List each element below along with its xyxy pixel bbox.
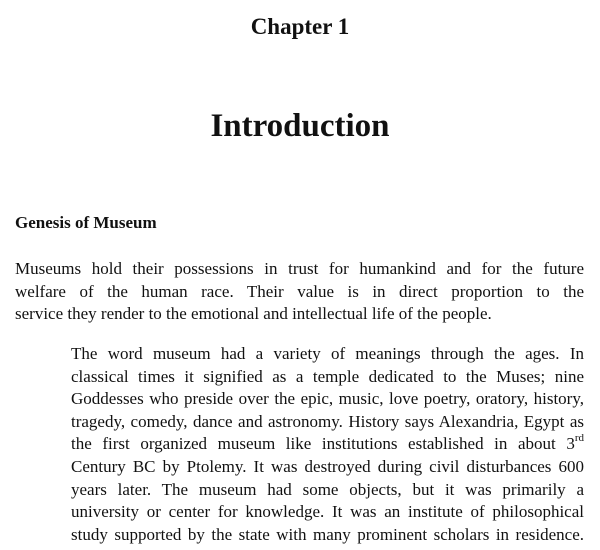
chapter-title: Introduction (210, 108, 390, 144)
chapter-label: Chapter 1 (250, 14, 350, 39)
paragraph-line: Museums hold their possessions in trust for humankind and for the future (15, 259, 584, 278)
paragraph-line: Century BC by Ptolemy. It was destroyed during civil disturbances 600 (71, 456, 584, 476)
paragraph-museums-trust (15, 258, 584, 326)
paragraph-word-museum (15, 343, 584, 546)
ordinal-suffix: rd (574, 431, 584, 444)
paragraph-line: tragedy, comedy, dance and astronomy. History says Alexandria, Egypt as (71, 411, 584, 431)
paragraph-line: service they render to the emotional and intellectual life of the people. (15, 304, 492, 324)
paragraph-line: Goddesses who preside over the epic, music, love poetry, oratory, history, (71, 389, 584, 409)
paragraph-line: classical times it signified as a temple dedicated to the Muses; nine (71, 366, 584, 386)
paragraph-line: study supported by the state with many prominent scholars in residence. (71, 524, 584, 544)
paragraph-line-with-ordinal (15, 433, 584, 456)
paragraph-line: welfare of the human race. Their value is in direct proportion to the (15, 281, 584, 301)
paragraph-line: The word museum had a variety of meanings through the ages. In (71, 344, 584, 363)
paragraph-line: years later. The museum had some objects, but it was primarily a (71, 479, 584, 499)
paragraph-line: university or center for knowledge. It was an institute of philosophical (71, 502, 584, 522)
section-heading: Genesis of Museum (15, 213, 157, 232)
paragraph-line-text: the first organized museum like institutions established in about 3 (71, 434, 575, 454)
